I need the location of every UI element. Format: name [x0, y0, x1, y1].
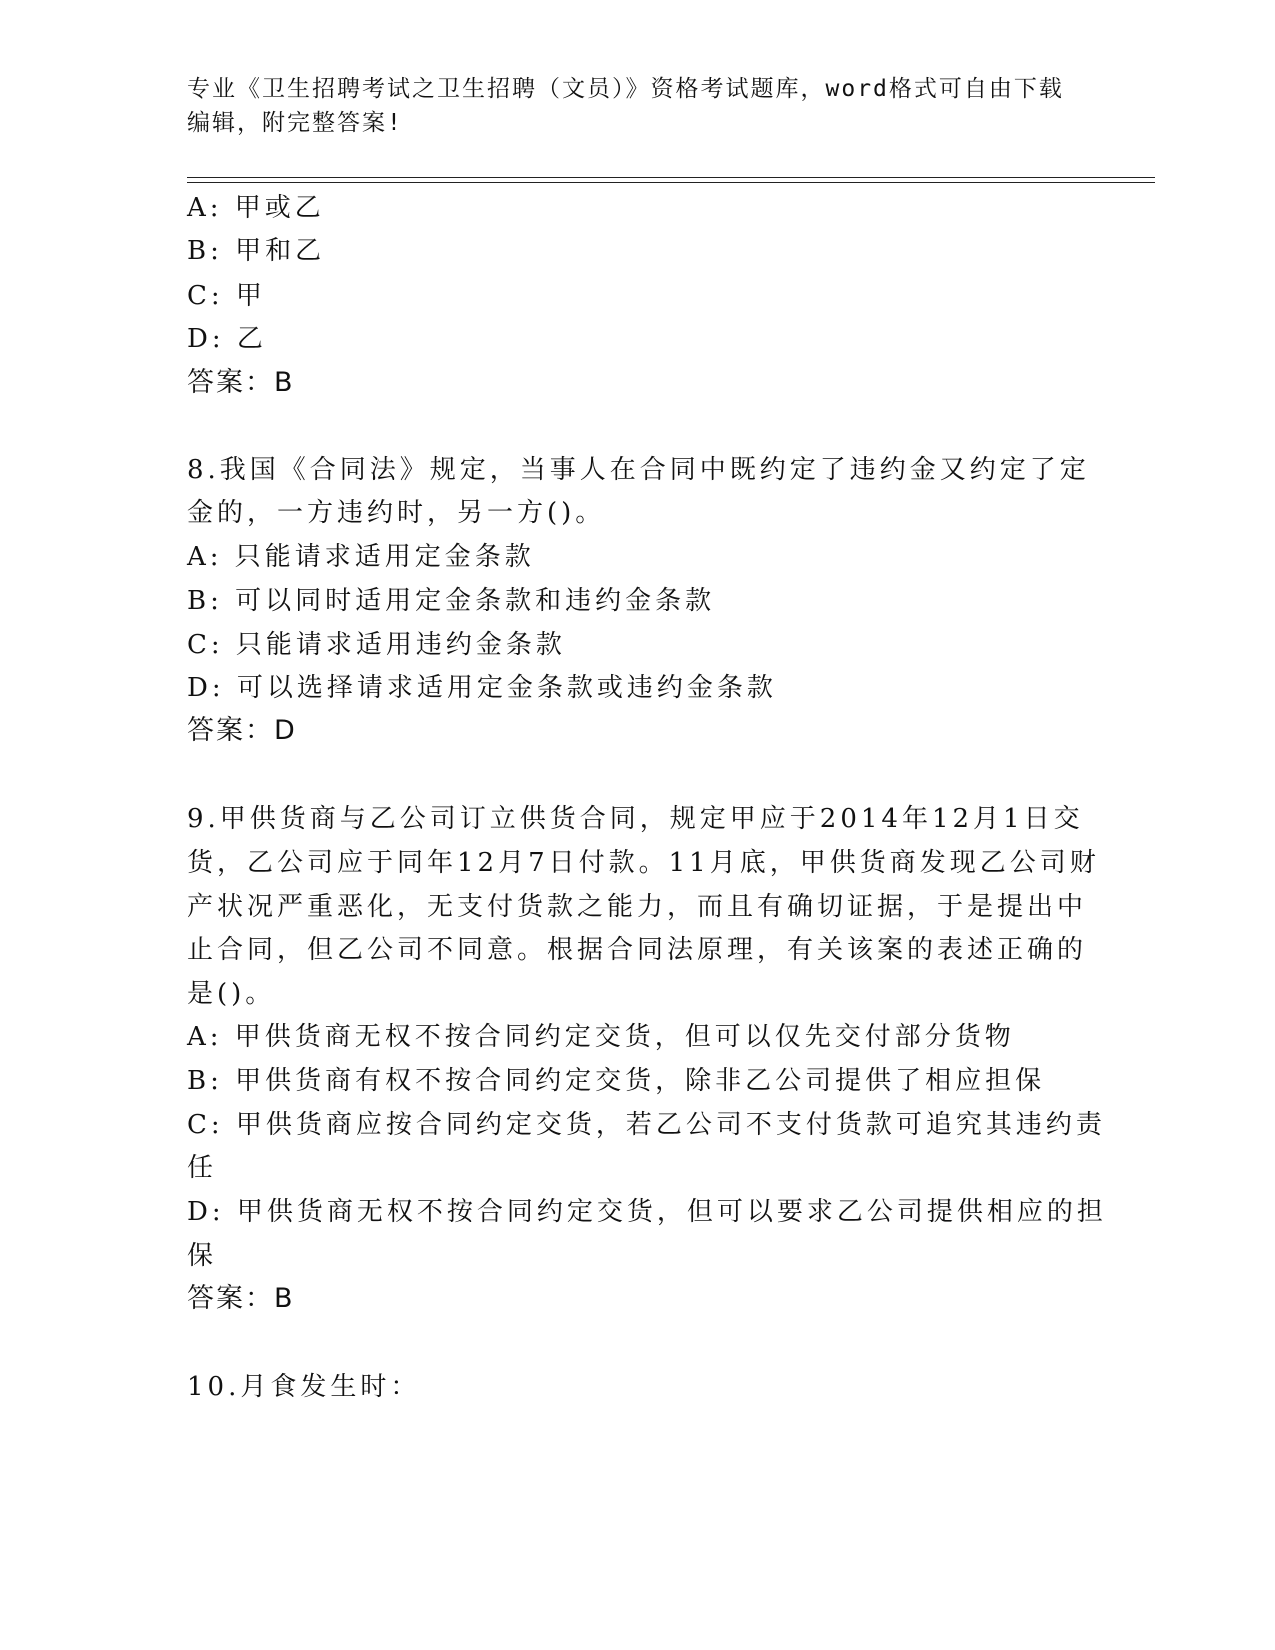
document-header: [187, 72, 1087, 140]
q9-answer: 答案：B: [187, 1283, 295, 1314]
q7-answer: 答案：B: [187, 367, 295, 398]
q7-option-a: A: 甲或乙: [187, 193, 325, 223]
q8-option-a: A: 只能请求适用定金条款: [187, 542, 535, 572]
q7-option-c: C: 甲: [187, 281, 266, 311]
q7-option-d: D: 乙: [187, 324, 267, 354]
header-line-2: 编辑，附完整答案!: [187, 110, 403, 136]
q9-stem-line-2: 货，乙公司应于同年12月7日付款。11月底，甲供货商发现乙公司财: [187, 848, 1100, 878]
q9-stem-line-3: 产状况严重恶化，无支付货款之能力，而且有确切证据，于是提出中: [187, 892, 1088, 922]
q9-option-a: A: 甲供货商无权不按合同约定交货，但可以仅先交付部分货物: [187, 1022, 1015, 1052]
q9-option-d-line-1: D: 甲供货商无权不按合同约定交货，但可以要求乙公司提供相应的担: [187, 1197, 1107, 1227]
q8-stem-line-1: 8.我国《合同法》规定，当事人在合同中既约定了违约金又约定了定: [187, 455, 1090, 485]
q9-option-b: B: 甲供货商有权不按合同约定交货，除非乙公司提供了相应担保: [187, 1066, 1046, 1096]
q8-option-c: C: 只能请求适用违约金条款: [187, 630, 566, 660]
q8-stem-line-2: 金的，一方违约时，另一方()。: [187, 498, 606, 528]
q9-stem-line-4: 止合同，但乙公司不同意。根据合同法原理，有关该案的表述正确的: [187, 935, 1088, 965]
q8-option-b: B: 可以同时适用定金条款和违约金条款: [187, 586, 716, 616]
q9-stem-line-5: 是()。: [187, 979, 276, 1009]
q9-option-d-line-2: 保: [187, 1241, 218, 1271]
q8-answer: 答案：D: [187, 715, 297, 746]
q8-option-d: D: 可以选择请求适用定金条款或违约金条款: [187, 673, 777, 703]
header-divider-top: [187, 177, 1155, 178]
q9-option-c-line-1: C: 甲供货商应按合同约定交货，若乙公司不支付货款可追究其违约责: [187, 1110, 1106, 1140]
q10-stem-line-1: 10.月食发生时：: [187, 1372, 421, 1402]
header-line-1: 专业《卫生招聘考试之卫生招聘（文员）》资格考试题库，word格式可自由下载: [187, 76, 1064, 102]
q9-stem-line-1: 9.甲供货商与乙公司订立供货合同，规定甲应于2014年12月1日交: [187, 804, 1084, 834]
q7-option-b: B: 甲和乙: [187, 236, 326, 266]
q9-option-c-line-2: 任: [187, 1153, 218, 1183]
header-divider-bottom: [187, 182, 1155, 183]
